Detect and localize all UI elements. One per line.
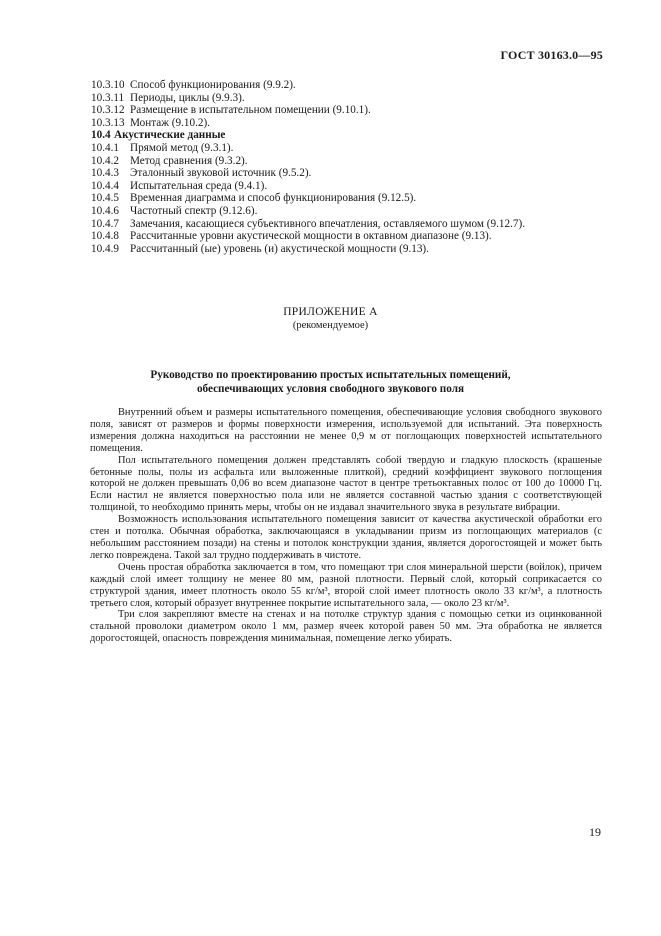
- page-number: 19: [589, 825, 601, 839]
- item-text: Эталонный звуковой источник (9.5.2).: [130, 167, 312, 180]
- item-number: 10.4.8: [91, 230, 119, 243]
- paragraph: Три слоя закрепляют вместе на стенах и на потолке структур здания с помощью сетки из оцинкованной стальной проволоки диаметром около 1 мм, размер ячеек которой равен 50 мм. Эта обработка не является дорогостоящей, опасность повреждения минимальная, помещение легко убирать.: [90, 609, 602, 645]
- item-number: 10.3.10: [91, 79, 125, 91]
- list-item: [91, 155, 591, 168]
- list-item: [91, 192, 591, 205]
- list-item: [91, 218, 591, 231]
- item-number: 10.4.7: [91, 217, 119, 230]
- list-item: [91, 104, 591, 117]
- item-text: Замечания, касающиеся субъективного впечатления, оставляемого шумом (9.12.7).: [130, 217, 525, 230]
- item-number: 10.4: [91, 129, 111, 142]
- item-text: Периоды, циклы (9.9.3).: [130, 91, 245, 104]
- list-item: [91, 243, 591, 256]
- item-text: Испытательная среда (9.4.1).: [130, 179, 268, 192]
- item-number: 10.3.11: [91, 91, 125, 104]
- guide-heading-line: Руководство по проектированию простых испытательных помещений,: [150, 369, 511, 381]
- standard-code-header: ГОСТ 30163.0—95: [500, 48, 603, 62]
- item-text: Рассчитанный (ые) уровень (и) акустической мощности (9.13).: [130, 242, 429, 255]
- item-text: Монтаж (9.10.2).: [130, 116, 210, 129]
- item-number: 10.4.4: [91, 179, 119, 192]
- item-text: Метод сравнения (9.3.2).: [130, 154, 248, 167]
- list-item: [91, 167, 591, 180]
- paragraph: Очень простая обработка заключается в том, что помещают три слоя минеральной шерсти (войлок), причем каждый слой имеет толщину не менее 80 мм, разной плотности. Первый слой, который соприкасается со структурой здания, имеет плотность около 55 кг/м³, второй слой имеет плотность около 33 кг/м³, а плотность третьего слоя, который образует внутреннее покрытие испытательного зала, — около 23 кг/м³.: [90, 561, 602, 609]
- list-item: [91, 205, 591, 218]
- list-item: [91, 79, 591, 92]
- appendix-subtitle: (рекомендуемое): [292, 320, 369, 331]
- item-number: 10.4.6: [91, 204, 119, 217]
- item-text: Размещение в испытательном помещении (9.10.1).: [130, 104, 371, 117]
- item-text: Временная диаграмма и способ функционирования (9.12.5).: [130, 192, 417, 205]
- item-text: Акустические данные: [114, 129, 226, 142]
- item-number: 10.4.9: [91, 242, 119, 255]
- paragraph: Пол испытательного помещения должен представлять собой твердую и гладкую плоскость (крашеные бетонные полы, полы из асфальта или выложенные плиткой), средний коэффициент звукового поглощения которой не должен превышать 0,06 во всем диапазоне частот в центре третьоктавных полос от 100 до 10000 Гц. Если настил не является поверхностью пола или не является составной частью здания с соответствующей толщиной, то необходимо принять меры, чтобы он не издавал значительного звука в результате вибрации.: [90, 454, 602, 514]
- item-text: Рассчитанные уровни акустической мощности в октавном диапазоне (9.13).: [130, 230, 492, 243]
- list-item: [91, 117, 591, 130]
- paragraph: Внутренний объем и размеры испытательного помещения, обеспечивающие условия свободного звукового поля, зависят от размеров и формы поверхности измерения, используемой для испытаний. Эта поверхность измерения должна находиться на расстоянии не менее 0,9 м от поглощающих поверхностей испытательного помещения.: [90, 407, 602, 454]
- paragraph: Возможность использования испытательного помещения зависит от качества акустической обработки его стен и потолка. Обычная обработка, заключающаяся в укладывании призм из поглощающих материалов (с небольшим расстоянием позади) на стены и потолок конструкции здания, является дорогостоящей и может быть легко повреждена. Такой зал трудно поддерживать в чистоте.: [90, 514, 602, 561]
- list-item: [91, 142, 591, 155]
- guide-heading: [0, 369, 661, 396]
- appendix-title: ПРИЛОЖЕНИЕ А: [283, 306, 378, 318]
- item-text: Частотный спектр (9.12.6).: [130, 204, 258, 217]
- list-item: [91, 180, 591, 193]
- item-text: Способ функционирования (9.9.2).: [130, 79, 296, 91]
- item-number: 10.4.3: [91, 167, 119, 180]
- item-number: 10.3.13: [91, 116, 125, 129]
- item-number: 10.4.1: [91, 141, 119, 154]
- list-item: [91, 230, 591, 243]
- item-number: 10.4.5: [91, 192, 119, 205]
- item-text: Прямой метод (9.3.1).: [130, 141, 234, 154]
- section-heading: [91, 129, 591, 142]
- item-number: 10.4.2: [91, 154, 119, 167]
- guide-heading-line: обеспечивающих условия свободного звукового поля: [196, 382, 465, 395]
- list-item: [91, 92, 591, 105]
- body-text: [90, 407, 602, 645]
- item-number: 10.3.12: [91, 104, 125, 117]
- section-list: [91, 79, 591, 255]
